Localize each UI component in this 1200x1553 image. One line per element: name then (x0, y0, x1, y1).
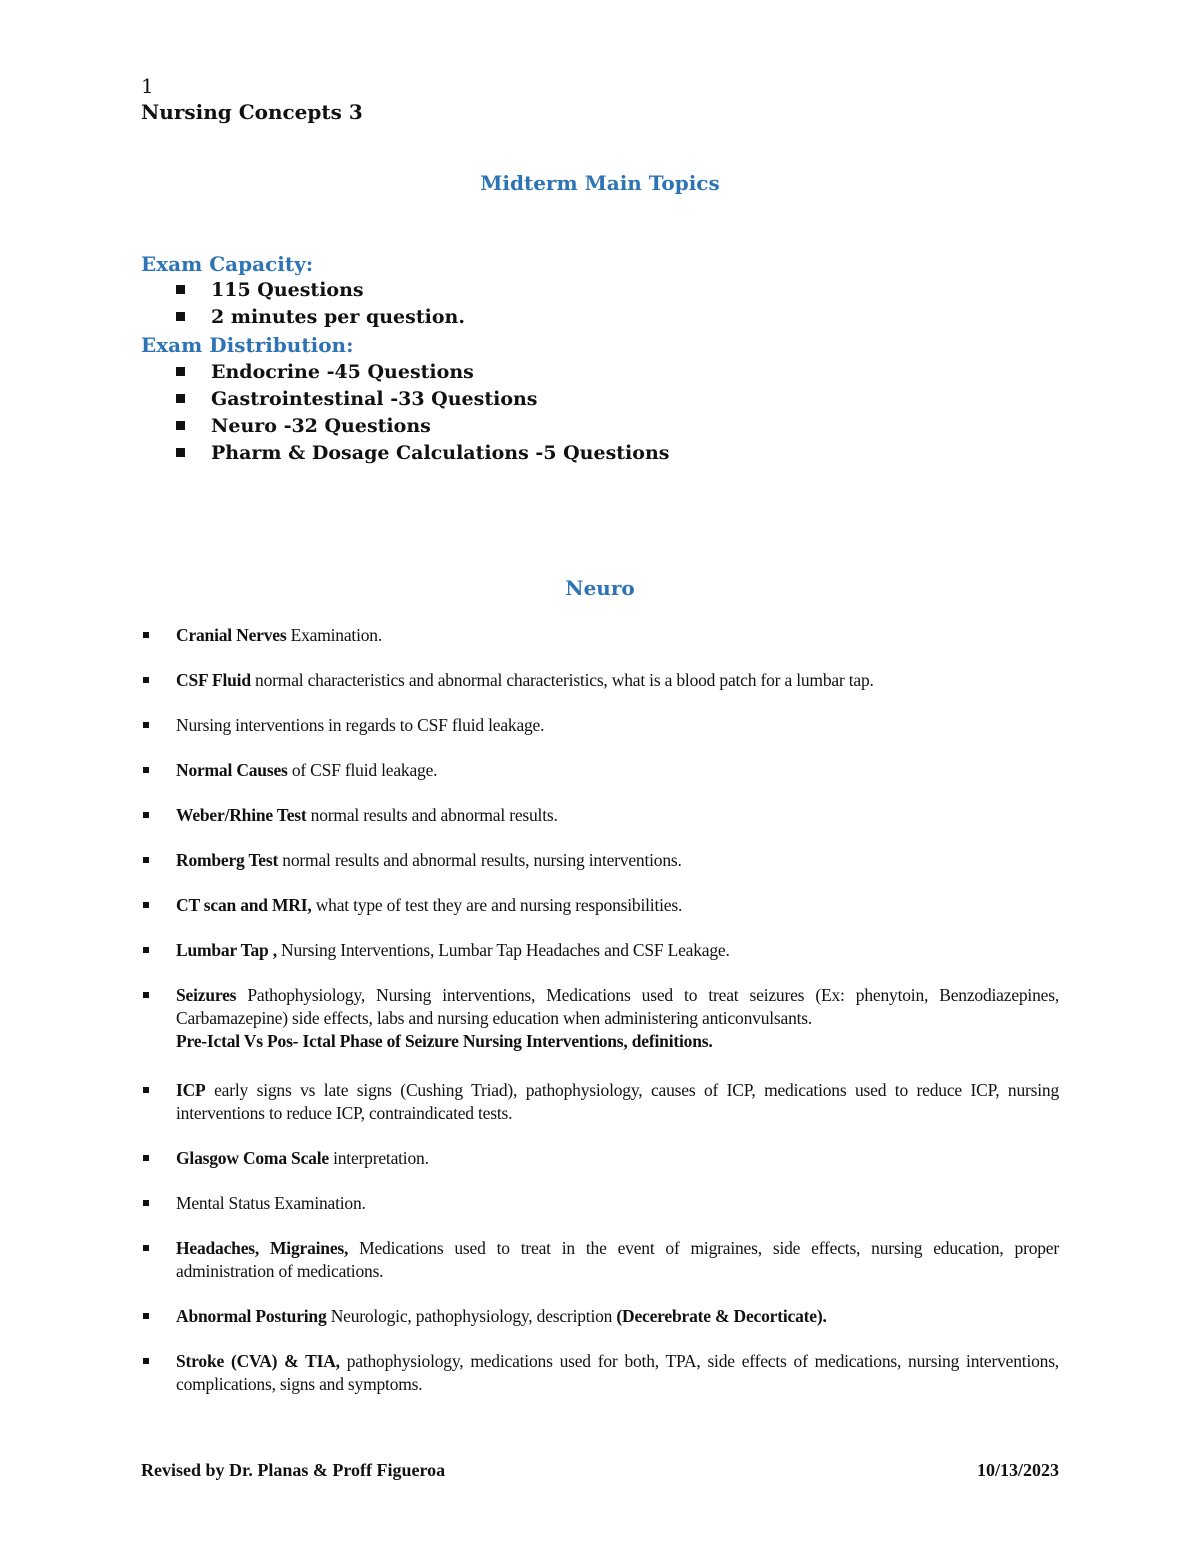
list-item: Normal Causes of CSF fluid leakage. (141, 759, 1059, 782)
course-title: Nursing Concepts 3 (141, 100, 363, 124)
exam-capacity-heading: Exam Capacity: (141, 252, 314, 276)
list-item: 2 minutes per question. (172, 304, 465, 331)
page-number: 1 (141, 74, 154, 98)
footer-revised-by: Revised by Dr. Planas & Proff Figueroa (141, 1460, 446, 1480)
list-item: Glasgow Coma Scale interpretation. (141, 1147, 1059, 1170)
neuro-heading: Neuro (565, 576, 635, 600)
list-item: Headaches, Migraines, Medications used to treat in the event of migraines, side effects, nursing education, proper administration of medications. (141, 1237, 1059, 1283)
square-bullet-icon (143, 1087, 149, 1093)
list-item: Endocrine -45 Questions (172, 359, 669, 386)
square-bullet-icon (143, 722, 149, 728)
list-item: Nursing interventions in regards to CSF fluid leakage. (141, 714, 1059, 737)
list-item: Romberg Test normal results and abnormal results, nursing interventions. (141, 849, 1059, 872)
list-item: Gastrointestinal -33 Questions (172, 386, 669, 413)
neuro-topics-list (141, 624, 1059, 1396)
list-item: Mental Status Examination. (141, 1192, 1059, 1215)
list-item: Cranial Nerves Examination. (141, 624, 1059, 647)
page-footer (141, 1460, 1059, 1481)
square-bullet-icon (143, 992, 149, 998)
list-item: CSF Fluid normal characteristics and abnormal characteristics, what is a blood patch for a lumbar tap. (141, 669, 1059, 692)
square-bullet-icon (143, 1358, 149, 1364)
list-item: Lumbar Tap , Nursing Interventions, Lumbar Tap Headaches and CSF Leakage. (141, 939, 1059, 962)
list-item: Seizures Pathophysiology, Nursing interventions, Medications used to treat seizures (Ex: phenytoin, Benzodiazepines, Carbamazepine) side effects, labs and nursing education when administering anticonvulsants. Pre-Ictal Vs Pos- Ictal Phase of Seizure Nursing Interventions, definitions. (141, 984, 1059, 1053)
square-bullet-icon (143, 677, 149, 683)
list-item: 115 Questions (172, 277, 465, 304)
square-bullet-icon (176, 285, 185, 294)
square-bullet-icon (143, 1313, 149, 1319)
list-item: Neuro -32 Questions (172, 413, 669, 440)
exam-capacity-list (172, 277, 465, 331)
square-bullet-icon (176, 312, 185, 321)
list-item: Weber/Rhine Test normal results and abnormal results. (141, 804, 1059, 827)
square-bullet-icon (143, 1155, 149, 1161)
square-bullet-icon (176, 421, 185, 430)
square-bullet-icon (143, 947, 149, 953)
list-item: Stroke (CVA) & TIA, pathophysiology, medications used for both, TPA, side effects of medications, nursing interventions, complications, signs and symptoms. (141, 1350, 1059, 1396)
square-bullet-icon (143, 857, 149, 863)
square-bullet-icon (143, 632, 149, 638)
square-bullet-icon (176, 367, 185, 376)
exam-distribution-list (172, 359, 669, 467)
footer-date: 10/13/2023 (976, 1460, 1059, 1480)
square-bullet-icon (143, 1245, 149, 1251)
square-bullet-icon (176, 394, 185, 403)
list-item: Pharm & Dosage Calculations -5 Questions (172, 440, 669, 467)
list-item: ICP early signs vs late signs (Cushing Triad), pathophysiology, causes of ICP, medications used to reduce ICP, nursing interventions to reduce ICP, contraindicated tests. (141, 1079, 1059, 1125)
square-bullet-icon (143, 1200, 149, 1206)
square-bullet-icon (176, 448, 185, 457)
list-item: Abnormal Posturing Neurologic, pathophysiology, description (Decerebrate & Decorticate). (141, 1305, 1059, 1328)
doc-title: Midterm Main Topics (480, 171, 720, 195)
square-bullet-icon (143, 812, 149, 818)
square-bullet-icon (143, 767, 149, 773)
list-item: CT scan and MRI, what type of test they are and nursing responsibilities. (141, 894, 1059, 917)
exam-distribution-heading: Exam Distribution: (141, 333, 354, 357)
square-bullet-icon (143, 902, 149, 908)
